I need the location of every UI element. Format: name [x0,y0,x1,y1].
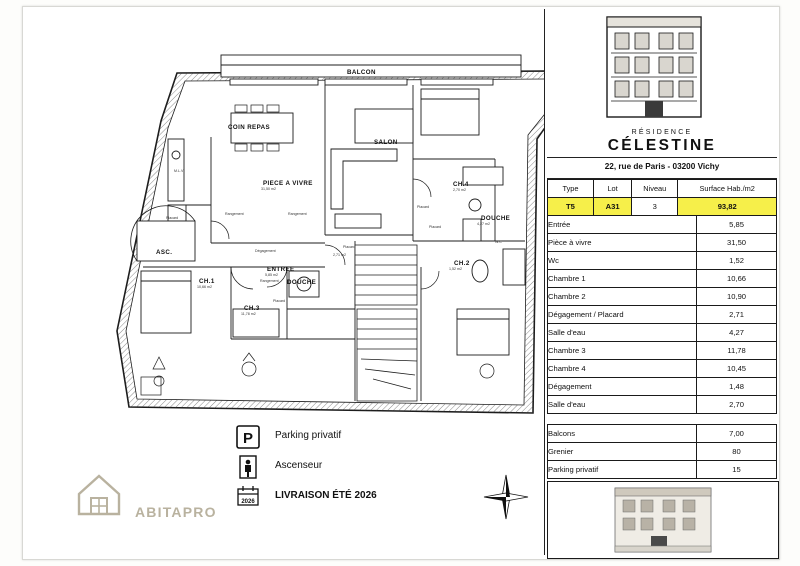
annexe-label-0: Balcons [548,425,697,443]
room-label-8: CH.1 [199,278,215,285]
room-label-1: COIN REPAS [228,124,271,131]
surface-value-1: 31,50 [697,234,777,252]
plan-annotation-13: Placard [429,225,442,229]
residence-subtitle: RÉSIDENCE [631,129,693,136]
legend-label-delivery: LIVRAISON ÉTÉ 2026 [275,490,377,501]
building-thumbnail-box [547,481,779,559]
surface-value-7: 11,78 [697,342,777,360]
plan-annotation-10: Rangement [288,212,307,216]
annexe-label-2: Parking privatif [548,461,697,479]
floorplan-sheet [22,6,780,560]
room-label-2: SALON [374,139,398,146]
plan-annotation-15: Rangement [260,279,279,283]
plan-annotation-18: 2,71 m2 [333,253,346,257]
table-row [548,443,777,461]
plan-annotation-2: 2,70 m2 [453,188,466,192]
surface-label-1: Pièce à vivre [548,234,697,252]
calendar-icon [235,484,261,510]
annexe-value-1: 80 [697,443,777,461]
surface-value-9: 1,48 [697,378,777,396]
table-row [548,252,777,270]
surface-value-0: 5,85 [697,216,777,234]
table-row [548,216,777,234]
plan-annotation-0: M.L.V [174,169,184,173]
summary-value-niveau: 3 [632,198,678,216]
info-panel [547,9,777,557]
surface-value-4: 10,90 [697,288,777,306]
summary-table [547,179,777,216]
table-row [548,324,777,342]
surface-label-0: Entrée [548,216,697,234]
table-row [548,234,777,252]
summary-header-row [548,180,777,198]
sheet-divider [544,9,545,555]
svg-text:P: P [242,430,254,447]
plan-annotation-3: 1,52 m2 [449,267,462,271]
surface-value-5: 2,71 [697,306,777,324]
plan-annotation-14: Dégagement [255,249,276,253]
elevator-icon [235,454,261,480]
surface-label-5: Dégagement / Placard [548,306,697,324]
surface-label-10: Salle d'eau [548,396,697,414]
legend-row-parking [235,424,535,454]
annexe-value-2: 15 [697,461,777,479]
table-row [548,342,777,360]
plan-annotation-16: Placard [273,299,286,303]
surface-label-9: Dégagement [548,378,697,396]
summary-value-surface: 93,82 [678,198,777,216]
surface-label-7: Chambre 3 [548,342,697,360]
building-illustration [601,13,707,129]
table-row [548,461,777,479]
annexes-table [547,424,777,479]
parking-icon [235,424,261,450]
building-thumbnail [611,486,715,554]
annexe-value-0: 7,00 [697,425,777,443]
summary-col-lot: Lot [593,180,631,198]
room-label-9: CH.3 [244,305,260,312]
surface-value-2: 1,52 [697,252,777,270]
legend-label-elevator: Ascenseur [275,460,323,471]
room-label-3: PIECE A VIVRE [263,180,313,187]
plan-annotation-12: Placard [417,205,430,209]
residence-name: CÉLESTINE [607,137,717,154]
room-label-5: ENTREE [267,266,295,273]
plan-annotation-8: Placard [166,216,179,220]
room-label-6: DOUCHE [287,279,317,286]
summary-value-type: T5 [548,198,594,216]
plan-annotation-6: 11,78 m2 [241,312,256,316]
table-row [548,396,777,414]
summary-col-type: Type [548,180,594,198]
plan-annotation-11: Placard [343,245,356,249]
room-label-10: CH.4 [453,181,469,188]
room-label-7: DOUCHE [481,215,511,222]
summary-col-niveau: Niveau [632,180,678,198]
surface-value-6: 4,27 [697,324,777,342]
plan-annotation-9: Rangement [225,212,244,216]
abitapro-logo [69,464,219,520]
table-row [548,306,777,324]
compass-icon [480,471,532,523]
table-row [548,288,777,306]
summary-col-surface: Surface Hab./m2 [678,180,777,198]
surfaces-table [547,215,777,414]
surface-label-2: Wc [548,252,697,270]
surface-value-10: 2,70 [697,396,777,414]
room-label-11: CH.2 [454,260,470,267]
svg-text:2026: 2026 [241,499,255,505]
panel-rule-top [547,157,777,158]
floor-plan [25,9,545,557]
compass-rose [480,471,532,523]
table-row [548,360,777,378]
logo-text: ABITAPRO [135,504,217,520]
room-label-4: ASC. [156,249,173,256]
annexe-label-1: Grenier [548,443,697,461]
room-label-0: BALCON [347,69,376,76]
surface-value-8: 10,45 [697,360,777,378]
surface-label-4: Chambre 2 [548,288,697,306]
surface-value-3: 10,66 [697,270,777,288]
plan-annotation-17: W.C [495,240,502,244]
summary-value-lot: A31 [593,198,631,216]
summary-value-row [548,198,777,216]
residence-address: 22, rue de Paris - 03200 Vichy [604,162,720,171]
table-row [548,270,777,288]
plan-annotation-5: 10,66 m2 [197,285,212,289]
surface-label-8: Chambre 4 [548,360,697,378]
legend-label-parking: Parking privatif [275,430,342,441]
plan-annotation-4: 5,85 m2 [265,273,278,277]
surface-label-3: Chambre 1 [548,270,697,288]
table-row [548,425,777,443]
plan-annotation-1: 4,27 m2 [477,222,490,226]
plan-annotation-7: 31,50 m2 [261,187,276,191]
table-row [548,378,777,396]
surface-label-6: Salle d'eau [548,324,697,342]
